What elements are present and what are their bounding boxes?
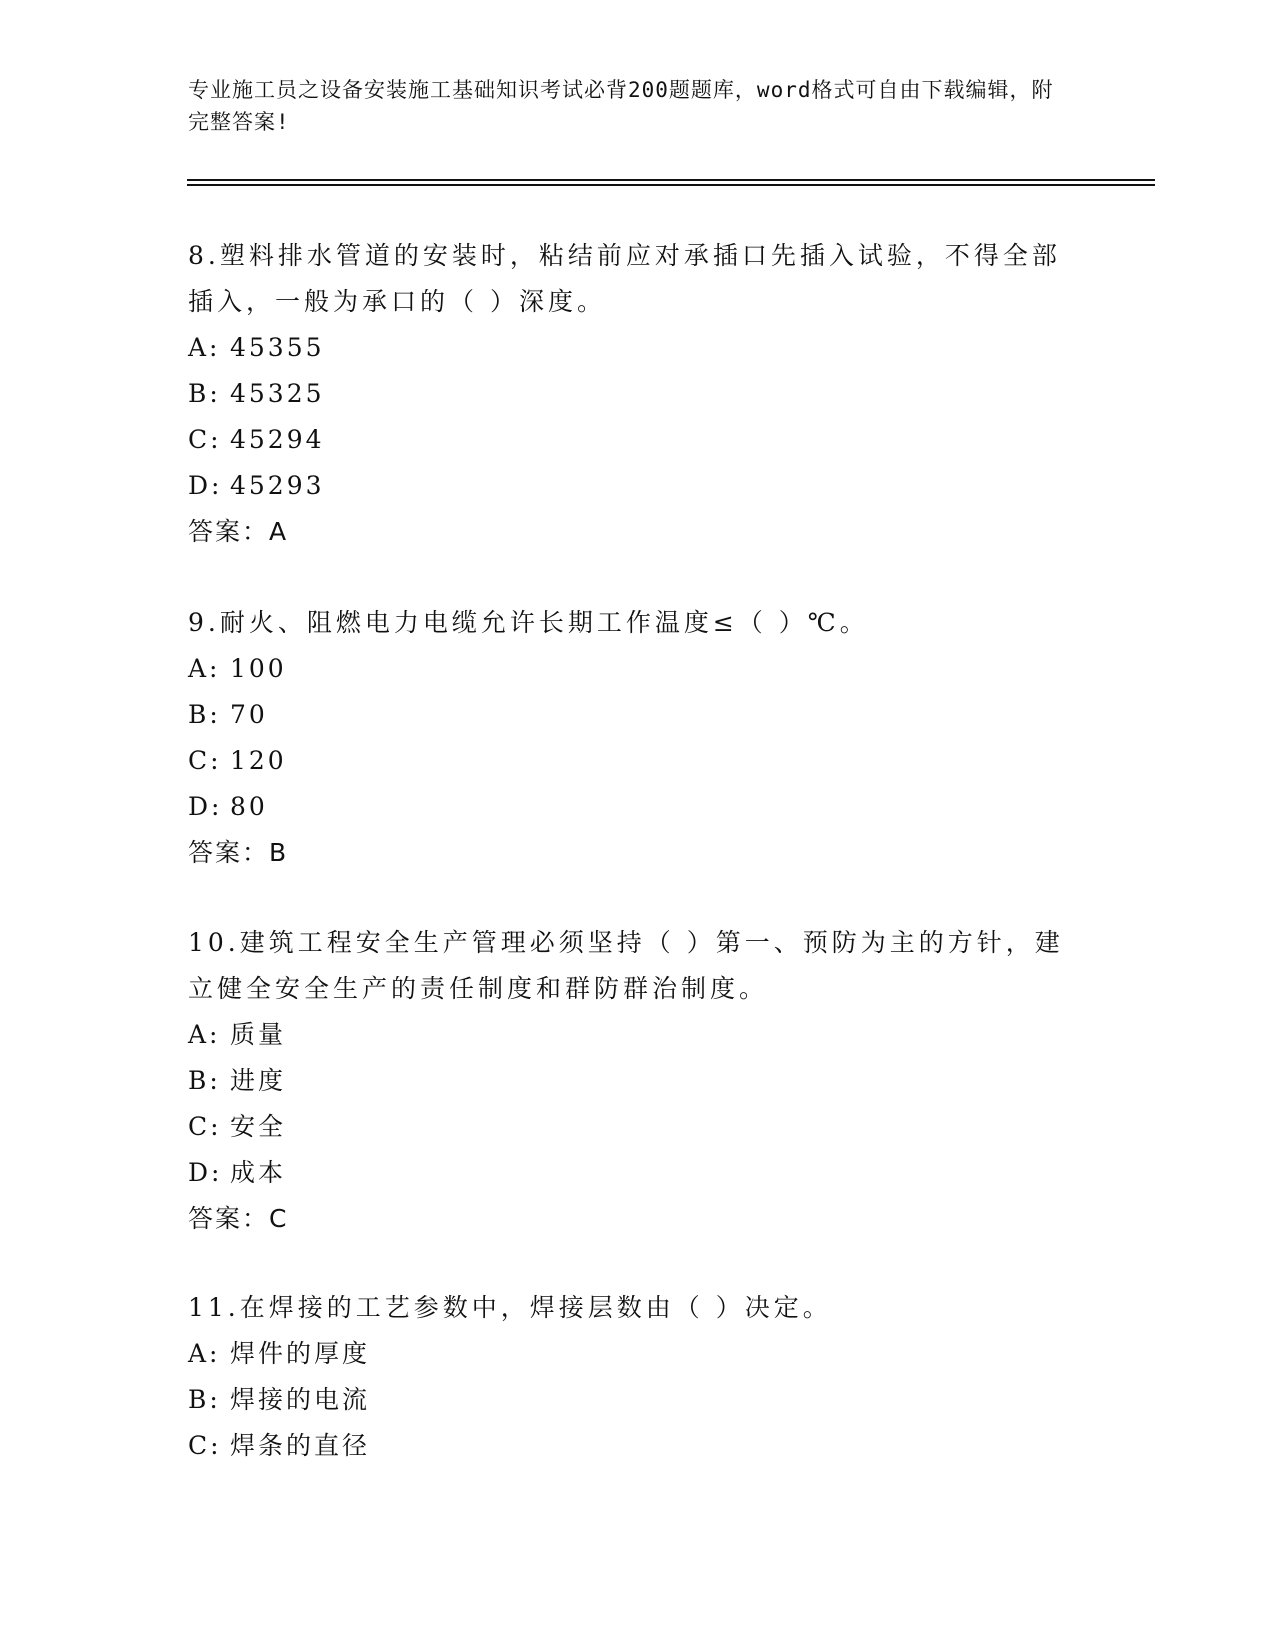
option-a [188,325,1088,371]
document-header: 专业施工员之设备安装施工基础知识考试必背200题题库，word格式可自由下载编辑，附完整答案! [188,78,1054,134]
option-b [188,692,1088,738]
option-value: 焊接的电流 [230,1385,371,1414]
option-b [188,371,1088,417]
question-9 [188,600,1088,876]
option-d [188,1150,1088,1196]
option-c [188,1104,1088,1150]
option-label: A: [188,1339,221,1368]
question-8 [188,233,1088,555]
question-text: 8.塑料排水管道的安装时，粘结前应对承插口先插入试验，不得全部插入，一般为承口的（ ）深度。 [188,241,1061,316]
option-value: 120 [230,746,287,775]
option-value: 45325 [230,379,325,408]
option-label: C: [188,1431,222,1460]
option-label: C: [188,425,222,454]
option-value: 安全 [230,1112,287,1141]
option-label: C: [188,1112,222,1141]
option-value: 45293 [230,471,325,500]
option-label: B: [188,1385,221,1414]
option-label: D: [188,1158,223,1187]
question-11 [188,1285,1088,1469]
option-value: 成本 [230,1158,287,1187]
option-label: A: [188,1020,221,1049]
answer-line: 答案：B [188,838,289,867]
option-label: D: [188,792,223,821]
option-value: 100 [230,654,287,683]
option-b [188,1058,1088,1104]
option-value: 45355 [230,333,325,362]
option-value: 焊件的厚度 [230,1339,371,1368]
option-value: 80 [230,792,268,821]
option-value: 焊条的直径 [230,1431,371,1460]
answer-line: 答案：C [188,1204,289,1233]
header-divider-bottom [187,184,1155,186]
option-value: 质量 [230,1020,287,1049]
question-text: 11.在焊接的工艺参数中，焊接层数由（ ）决定。 [188,1293,832,1322]
option-label: B: [188,379,221,408]
question-text: 10.建筑工程安全生产管理必须坚持（ ）第一、预防为主的方针，建立健全安全生产的责任制度和群防群治制度。 [188,928,1064,1003]
option-a [188,646,1088,692]
answer-line: 答案：A [188,517,289,546]
option-value: 70 [230,700,268,729]
option-label: A: [188,654,221,683]
header-divider-top [187,179,1155,181]
option-value: 45294 [230,425,325,454]
question-10 [188,920,1088,1242]
option-label: A: [188,333,221,362]
option-c [188,417,1088,463]
option-a [188,1331,1088,1377]
option-label: B: [188,1066,221,1095]
option-a [188,1012,1088,1058]
option-label: D: [188,471,223,500]
option-d [188,784,1088,830]
option-label: B: [188,700,221,729]
option-b [188,1377,1088,1423]
option-d [188,463,1088,509]
option-c [188,1423,1088,1469]
option-value: 进度 [230,1066,287,1095]
option-c [188,738,1088,784]
option-label: C: [188,746,222,775]
question-text: 9.耐火、阻燃电力电缆允许长期工作温度≤（ ）℃。 [188,608,869,637]
